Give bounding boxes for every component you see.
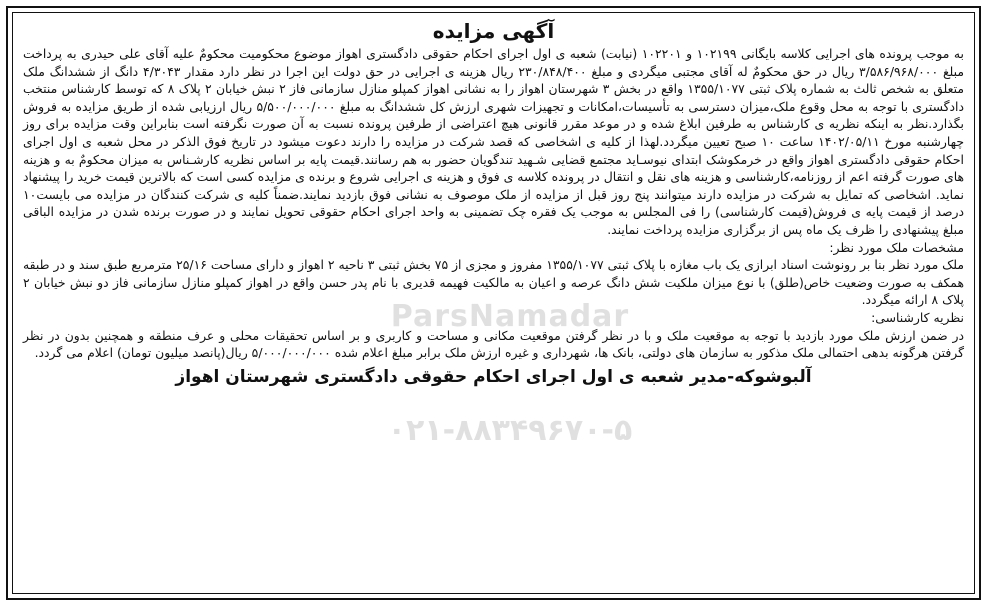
watermark-brand: ParsNamadar — [390, 299, 630, 334]
property-specs-heading: مشخصات ملک مورد نظر: — [829, 239, 964, 255]
property-specs-paragraph: ملک مورد نظر بنا بر رونوشت اسناد ابرازی یک باب مغازه با پلاک ثبتی ۱۳۵۵/۱۰۷۷ مفروز و مجزی از ۷۵ بخش ثبتی ۳ ناحیه ۲ اهواز و دارای مساحت ۲۵/۱۶ مترمربع طبق سند و در طبقه همکف به صورت وضعیت خاص(طلق) با نوع میزان ملکیت شش دانگ عرصه و اعیان به مالکیت فهیمه قدیری با نام پدر حسن واقع در اهواز کمپلو منازل سازمانی فاز دو نبش خیابان ۲ پلاک ۸ ارائه میگردد. — [23, 257, 965, 308]
notice-inner-frame — [12, 12, 975, 594]
notice-title: آگهی مزایده — [432, 19, 555, 43]
watermark-phone: ۰۲۱-۸۸۳۴۹۶۷۰-۵ — [387, 413, 633, 448]
notice-outer-frame — [6, 6, 981, 600]
signature-footer: آلبوشوکه-مدیر شعبه ی اول اجرای احکام حقوقی دادگستری شهرستان اهواز — [175, 366, 812, 387]
expert-opinion-paragraph: در ضمن ارزش ملک مورد بازدید با توجه به موقعیت ملک و با در نظر گرفتن موقعیت مکانی و مساحت و کاربری و بر اساس تحقیقات محلی و عرف منطقه و همچنین بدون در نظر گرفتن هرگونه بدهی احتمالی ملک مذکور به سازمان های دولتی، بانک ها، شهرداری و غیره ارزش ملک برابر مبلغ اعلام شده ۵/۰۰۰/۰۰۰/۰۰۰ ریال(پانصد میلیون تومان) اعلام می گردد. — [23, 327, 964, 361]
expert-opinion-heading: نظریه کارشناسی: — [871, 309, 964, 325]
notice-main-paragraph: به موجب پرونده های اجرایی کلاسه بایگانی ۱۰۲۱۹۹ و ۱۰۲۲۰۱ (نیابت) شعبه ی اول اجرای احکام حقوقی دادگستری اهواز موضوع محکومیت محکومٌ علیه آقای علی حیدری به پرداخت مبلغ ۳/۵۸۶/۹۶۸/۰۰۰ ریال در حق محکومٌ له آقای مجتبی میگردی و مبلغ ۲۳۰/۸۴۸/۴۰۰ ریال هزینه ی اجرایی در حق دولت این اجرا در نظر دارد مقدار ۴/۳۰۴۳ دانگ از ششدانگ ملک متعلق به شخص ثالث به شماره پلاک ثبتی ۱۳۵۵/۱۰۷۷ واقع در بخش ۳ شهرستان اهواز را به نشانی اهواز کمپلو منازل سازمانی فاز ۲ نبش خیابان ۲ پلاک ۸ که توسط کارشناس منتخب دادگستری با توجه به محل وقوع ملک،میزان دسترسی به تأسیسات،امکانات و تجهیزات شهری ارزش کل ششدانگ به مبلغ ۵/۵۰۰/۰۰۰/۰۰۰ ریال ارزیابی شده از طریق مزایده به فروش بگذارد.نظر به اینکه نظریه ی کارشناس به طرفین ابلاغ شده و در موعد مقرر قانونی هیچ اعتراضی از طرفین پرونده نسبت به آن صورت نگرفته است بنابراین وقت مزایده برای روز چهارشنبه مورخ ۱۴۰۲/۰۵/۱۱ ساعت ۱۰ صبح تعیین میگردد.لهذا از کلیه ی اشخاصی که قصد شرکت در مزایده را دارند دعوت میشود در تاریخ فوق الذکر در محل شعبه ی اول اجرای احکام حقوقی دادگستری اهواز واقع در خرمکوشک ابتدای نیوسـاید مجتمع قضایی شـهید تندگویان حضور به هم رسانند.قیمت پایه بر اساس نظریه کارشـناس به میزان محکومٌ به و هزینه های صورت گرفته اعم از روزنامه،کارشناسی و هزینه های نقل و انتقال در پرونده کلاسه ی فوق و هزینه ی اجرایی شروع و برنده ی مزایده کسی است که بالاترین قیمت خرید را پیشنهاد نماید. اشخاصی که تمایل به شرکت در مزایده دارند میتوانند پنج روز قبل از مزایده از ملک موصوف به نشانی فوق بازدید نمایند.ضمناً کلیه ی شرکت کنندگان در مزایده می بایست۱۰ درصد از قیمت پایه ی فروش(قیمت کارشناسی) را فی المجلس به موجب یک فقره چک تضمینی به واحد اجرای احکام حقوقی تحویل نمایند و در صورت برنده شدن در مزایده الباقی مبلغ پیشنهادی را ظرف یک ماه پس از برگزاری مزایده پرداخت نمایند. — [23, 46, 965, 237]
